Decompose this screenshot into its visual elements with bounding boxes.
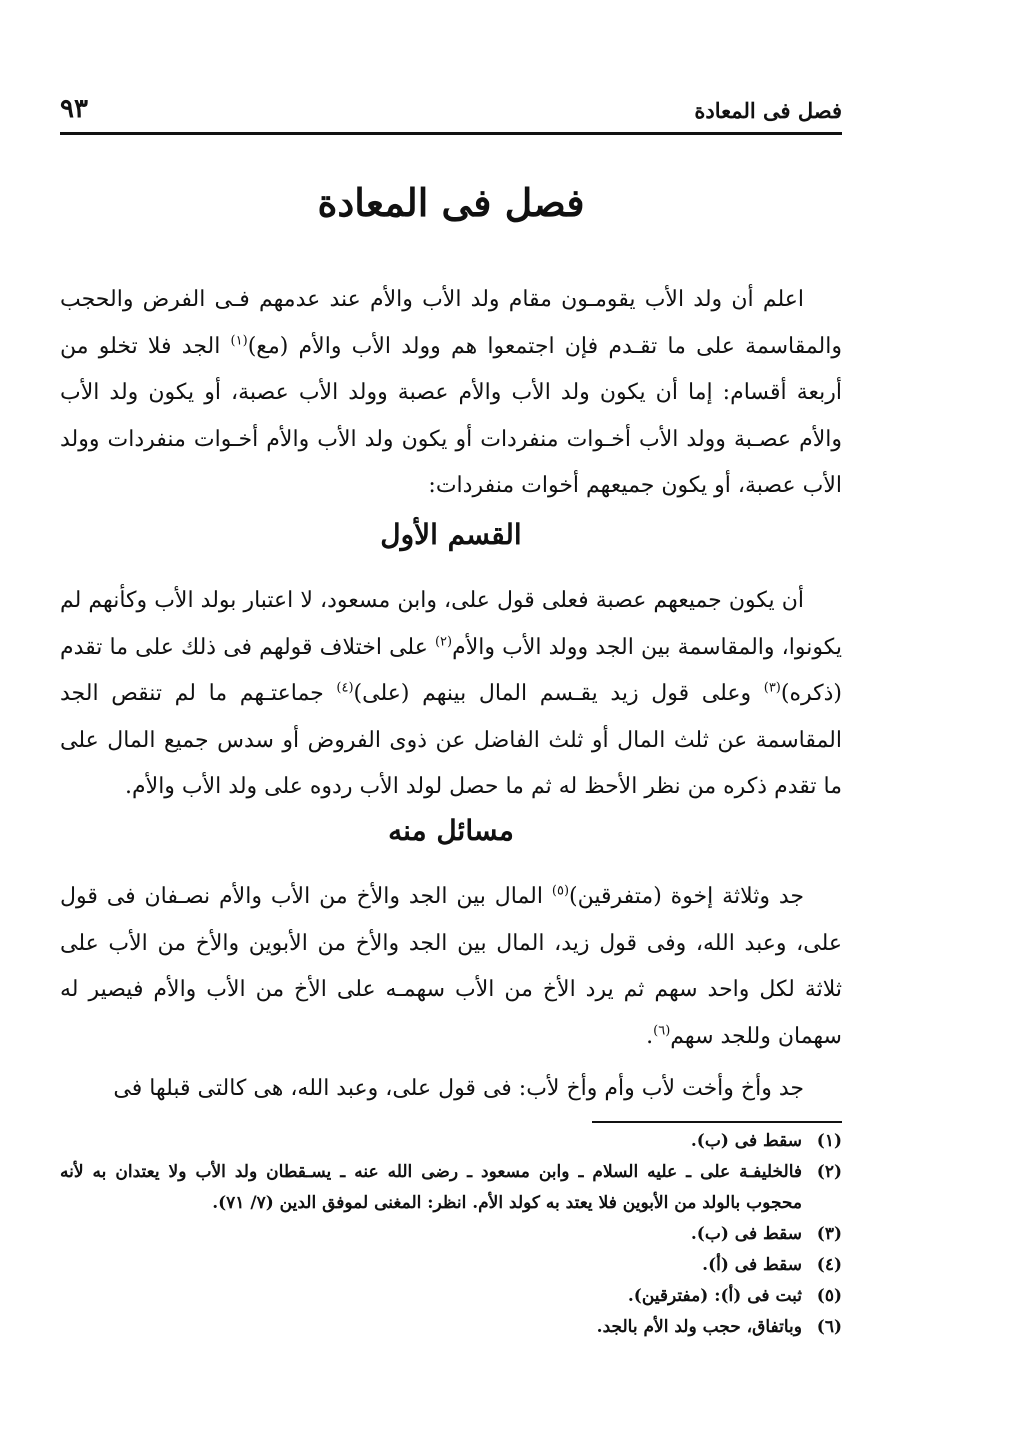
cases-paragraph-1 <box>60 874 842 1060</box>
section-title-first-division: القسم الأول <box>380 518 522 551</box>
footnote-number: (٣) <box>816 1224 842 1244</box>
footnote-text: فالخليفـة على ـ عليه السلام ـ وابن مسعود ـ رضى الله عنه ـ يسـقطان ولد الأب ولا يعتدان به لأنه محجوب بالولد من الأبوين فلا يعتد به كولد الأم. انظر: المغنى لموفق الدين (٧/ ٧١). <box>60 1162 802 1213</box>
footnote-ref-3: (٣) <box>763 680 781 696</box>
footnote-text: ثبت فى (أ): (مفترقين). <box>627 1286 802 1306</box>
cases-text-part-2: المال بين الجد والأخ من الأب والأم نصـفان فى قول على، وعبد الله، وفى قول زيد، المال بين الجد والأخ من الأبوين والأخ من الأب على ثلاثة لكل واحد سهم ثم يرد الأخ من الأب سهمـه على الأخ من الأب والأم فيصير له سهمان وللجد سهم <box>60 884 842 1049</box>
footnote-number: (١) <box>816 1131 842 1151</box>
footnote-ref-6: (٦) <box>653 1023 671 1039</box>
section-title-cases: مسائل منه <box>388 814 514 847</box>
intro-text-part-1: اعلم أن ولد الأب يقومـون مقام ولد الأب والأم عند عدمهم فـى الفرض والحجب والمقاسمة على ما تقـدم فإن اجتمعوا هم وولد الأب والأم (مع) <box>60 287 843 359</box>
footnote-number: (٤) <box>816 1255 842 1275</box>
footnote-item <box>60 1281 842 1312</box>
intro-paragraph <box>60 277 842 510</box>
cases-paragraph-2: جد وأخ وأخت لأب وأم وأخ لأب: فى قول على، وعبد الله، هى كالتى قبلها فى <box>113 1076 804 1101</box>
footnote-item <box>60 1126 842 1157</box>
footnote-number: (٥) <box>816 1286 842 1306</box>
first-division-paragraph <box>60 578 842 811</box>
footnote-item <box>60 1250 842 1281</box>
footnote-text: سقط فى (أ). <box>702 1255 802 1275</box>
intro-text-part-2: الجد فلا تخلو من أربعة أقسام: إما أن يكون ولد الأب والأم عصبة وولد الأب عصبة، أو يكون ولد الأب والأم عصـبة وولد الأب أخـوات منفردات أو يكون ولد الأب والأم أخـوات منفردات وولد الأب عصبة، أو يكون جميعهم أخوات منفردات: <box>60 333 842 498</box>
footnote-item <box>60 1219 842 1250</box>
footnote-item <box>60 1312 842 1343</box>
cases-text-part-3: . <box>646 1023 654 1049</box>
footnote-ref-1: (١) <box>230 333 248 349</box>
footnote-text: سقط فى (ب). <box>690 1131 802 1151</box>
footnote-item <box>60 1157 842 1219</box>
footnote-number: (٦) <box>816 1317 842 1337</box>
running-header-title: فصل فى المعادة <box>694 98 842 123</box>
footnote-number: (٢) <box>816 1162 842 1182</box>
footnote-ref-4: (٤) <box>336 680 354 696</box>
running-header <box>60 92 842 135</box>
footnote-ref-2: (٢) <box>434 634 453 650</box>
first-division-text-part-1: أن يكون جميعهم عصبة فعلى قول على، وابن مسعود، لا اعتبار بولد الأب وكأنهم لم يكونوا، والمقاسمة بين الجد وولد الأب والأم <box>60 588 842 660</box>
chapter-title: فصل فى المعادة <box>317 180 585 225</box>
footnote-text: سقط فى (ب). <box>690 1224 802 1244</box>
footnote-ref-5: (٥) <box>551 883 570 899</box>
first-division-text-part-3: وعلى قول زيد يقـسم المال بينهم (على) <box>353 681 764 706</box>
page-number: ٩٣ <box>60 94 88 124</box>
book-page <box>60 0 842 1450</box>
cases-text-part-1: جد وثلاثة إخوة (متفرقين) <box>569 884 804 909</box>
first-division-text-part-2: على اختلاف قولهم فى ذلك على ما تقدم (ذكره) <box>60 634 842 706</box>
first-division-text-part-4: جماعتـهم ما لم تنقص الجد المقاسمة عن ثلث المال أو ثلث الفاضل عن ذوى الفروض أو سدس جميع المال على ما تقدم ذكره من نظر الأحظ له ثم ما حصل لولد الأب ردوه على ولد الأب والأم. <box>60 681 842 799</box>
footnotes-list <box>60 1126 842 1343</box>
footnote-separator <box>592 1121 842 1123</box>
footnote-text: وباتفاق، حجب ولد الأم بالجد. <box>596 1317 802 1337</box>
